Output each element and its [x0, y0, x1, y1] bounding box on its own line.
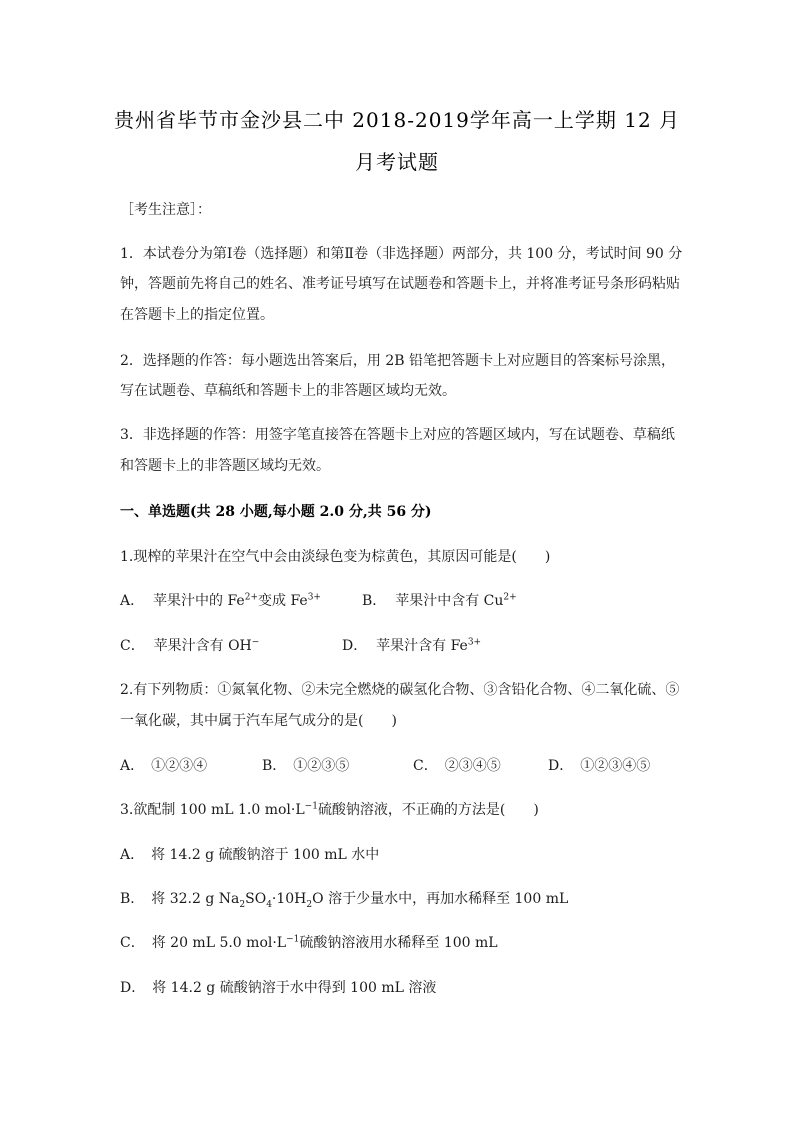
question-1-stem: 1.现榨的苹果汁在空气中会由淡绿色变为棕黄色，其原因可能是( ): [120, 549, 551, 565]
q3-option-c-text2: 硫酸钠溶液用水稀释至 100 mL: [299, 935, 498, 951]
notice-item1-line2: 钟，答题前先将自己的姓名、准考证号填写在试题卷和答题卡上，并将准考证号条形码粘贴: [120, 276, 680, 292]
notice-item1-line1: 1．本试卷分为第Ⅰ卷（选择题）和第Ⅱ卷（非选择题）两部分，共 100 分，考试时间 90 分: [120, 246, 683, 262]
q1-option-a-text2: 变成 Fe: [258, 593, 308, 609]
q3-option-b-text2: SO: [245, 891, 267, 907]
q1-option-c: [120, 635, 259, 657]
q3-option-c: [120, 932, 498, 954]
q1-option-c-text: 苹果汁含有 OH: [153, 638, 252, 654]
q1-option-d: [342, 635, 481, 657]
q1-option-b-charge: 2+: [503, 592, 517, 603]
q1-option-a-letter: A．: [120, 593, 145, 609]
q3-option-b-sub3: 2: [306, 899, 313, 910]
question-2-stem-line1: 2.有下列物质：①氮氧化物、②未完全燃烧的碳氢化合物、③含铅化合物、④二氧化硫、⑤: [120, 682, 680, 698]
notice-item2-line2: 写在试题卷、草稿纸和答题卡上的非答题区域均无效。: [120, 383, 456, 399]
notice-item2-line1: 2．选择题的作答：每小题选出答案后，用 2B 铅笔把答题卡上对应题目的答案标号涂黑，: [120, 353, 676, 369]
q1-option-c-letter: C．: [120, 638, 145, 654]
exam-title-line2: 月考试题: [355, 150, 439, 174]
section-heading: 一、单选题(共 28 小题,每小题 2.0 分,共 56 分): [120, 504, 432, 520]
q3-option-b-sub2: 4: [266, 899, 272, 910]
q3-option-a: A． 将 14.2 g 硫酸钠溶于 100 mL 水中: [120, 847, 380, 863]
q1-option-b-letter: B．: [362, 593, 387, 609]
q3-option-b-text4: O 溶于少量水中，再加水稀释至 100 mL: [312, 891, 569, 907]
q3-stem-text1: 3.欲配制 100 mL 1.0 mol·L: [120, 802, 305, 818]
q3-option-b-text1: B． 将 32.2 g Na: [120, 891, 240, 907]
q1-option-b-text: 苹果汁中含有 Cu: [395, 593, 504, 609]
q3-option-b: [120, 888, 568, 910]
q3-option-b-sub1: 2: [239, 899, 246, 910]
q1-option-a-charge2: 3+: [307, 592, 321, 603]
q2-option-a: A． ①②③④: [120, 758, 208, 774]
q2-option-b: B． ①②③⑤: [262, 758, 350, 774]
q1-option-a: [120, 590, 321, 612]
q3-stem-exponent: −1: [304, 801, 318, 812]
notice-item3-line2: 和答题卡上的非答题区域均无效。: [120, 458, 330, 474]
q1-option-a-text1: 苹果汁中的 Fe: [153, 593, 245, 609]
q1-option-b: [362, 590, 517, 612]
q3-stem-text2: 硫酸钠溶液，不正确的方法是( ): [317, 802, 539, 818]
q1-option-d-charge: 3+: [467, 637, 482, 648]
q1-option-c-charge: −: [251, 637, 260, 648]
q1-option-d-text: 苹果汁含有 Fe: [376, 638, 468, 654]
question-2-stem-line2: 一氧化碳，其中属于汽车尾气成分的是( ): [120, 713, 397, 729]
q3-option-c-text1: C． 将 20 mL 5.0 mol·L: [120, 935, 287, 951]
exam-title-line1: 贵州省毕节市金沙县二中 2018-2019学年高一上学期 12 月: [113, 108, 681, 132]
q2-option-d: D． ①②③④⑤: [548, 758, 651, 774]
q1-option-d-letter: D．: [342, 638, 368, 654]
q2-option-c: C． ②③④⑤: [413, 758, 501, 774]
q1-option-a-charge1: 2+: [244, 592, 258, 603]
q3-option-c-exponent: −1: [286, 934, 300, 945]
notice-item3-line1: 3．非选择题的作答：用签字笔直接答在答题卡上对应的答题区域内，写在试题卷、草稿纸: [120, 427, 675, 443]
q3-option-d: D． 将 14.2 g 硫酸钠溶于水中得到 100 mL 溶液: [120, 980, 437, 996]
q3-option-b-text3: ·10H: [271, 891, 307, 907]
notice-item1-line3: 在答题卡上的指定位置。: [120, 307, 274, 323]
question-3-stem: [120, 799, 680, 821]
notice-heading: ［考生注意］：: [120, 202, 211, 218]
